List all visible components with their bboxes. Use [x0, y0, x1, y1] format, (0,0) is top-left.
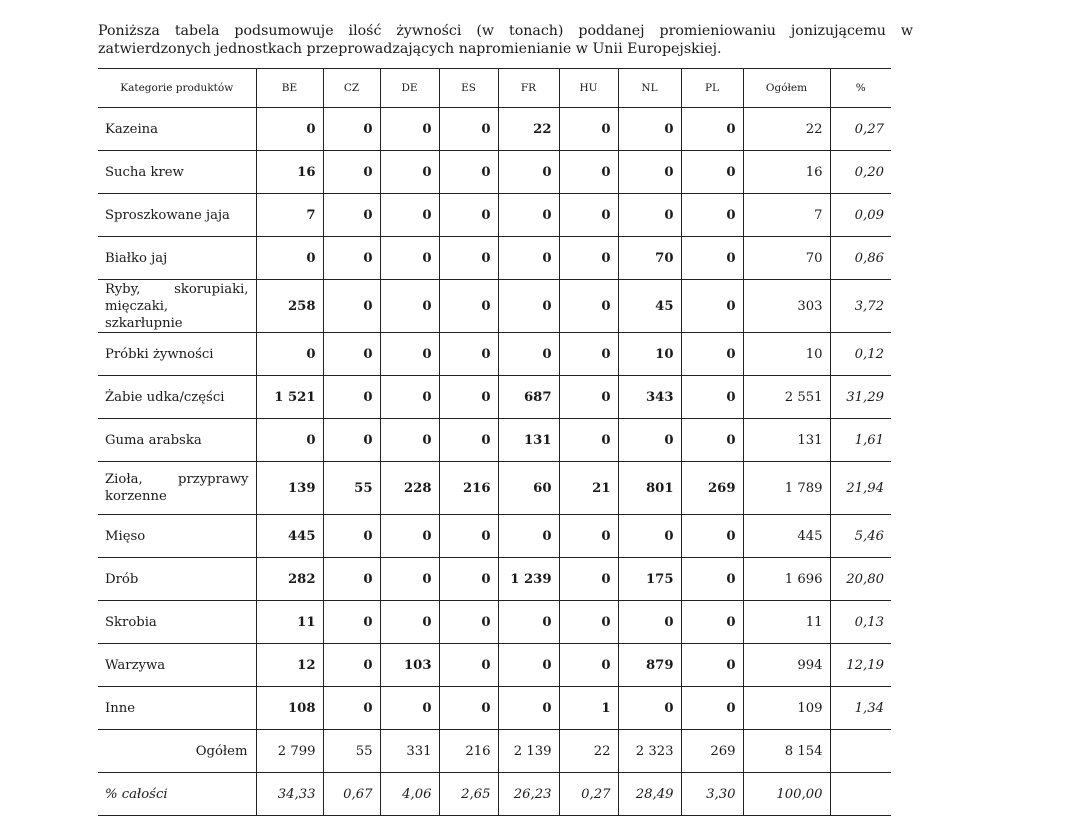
value-cell: 0	[323, 515, 380, 558]
table-row	[98, 333, 891, 376]
value-cell: 0	[498, 237, 559, 280]
value-cell: 0	[380, 558, 439, 601]
value-cell: 103	[380, 644, 439, 687]
category-cell: Sproszkowane jaja	[98, 194, 256, 237]
value-cell: 0	[498, 280, 559, 333]
value-cell: 0	[498, 333, 559, 376]
share-label: % całości	[98, 773, 256, 816]
header-row	[98, 69, 891, 108]
share-value-cell: 0,27	[559, 773, 618, 816]
value-cell: 0	[559, 644, 618, 687]
value-cell: 0	[618, 687, 681, 730]
value-cell: 687	[498, 376, 559, 419]
percent-cell: 0,13	[830, 601, 891, 644]
value-cell: 0	[681, 601, 743, 644]
value-cell: 0	[681, 194, 743, 237]
value-cell: 0	[559, 280, 618, 333]
value-cell: 0	[323, 601, 380, 644]
value-cell: 0	[380, 515, 439, 558]
value-cell: 216	[439, 462, 498, 515]
value-cell: 60	[498, 462, 559, 515]
column-header: Ogółem	[743, 69, 830, 108]
sum-value-cell: 2 323	[618, 730, 681, 773]
sum-value-cell: 269	[681, 730, 743, 773]
sum-row	[98, 730, 891, 773]
table-row	[98, 108, 891, 151]
total-cell: 994	[743, 644, 830, 687]
total-cell: 70	[743, 237, 830, 280]
value-cell: 0	[498, 515, 559, 558]
value-cell: 0	[439, 515, 498, 558]
sum-value-cell: 216	[439, 730, 498, 773]
value-cell: 0	[380, 194, 439, 237]
column-header: DE	[380, 69, 439, 108]
value-cell: 0	[380, 333, 439, 376]
value-cell: 0	[559, 558, 618, 601]
sum-label: Ogółem	[98, 730, 256, 773]
value-cell: 139	[256, 462, 323, 515]
column-header: ES	[439, 69, 498, 108]
column-header: Kategorie produktów	[98, 69, 256, 108]
category-cell: Próbki żywności	[98, 333, 256, 376]
value-cell: 1 239	[498, 558, 559, 601]
value-cell: 0	[323, 419, 380, 462]
value-cell: 0	[323, 194, 380, 237]
value-cell: 131	[498, 419, 559, 462]
value-cell: 0	[256, 108, 323, 151]
sum-value-cell: 2 799	[256, 730, 323, 773]
share-value-cell: 3,30	[681, 773, 743, 816]
value-cell: 258	[256, 280, 323, 333]
table-row	[98, 419, 891, 462]
value-cell: 1 521	[256, 376, 323, 419]
value-cell: 0	[439, 601, 498, 644]
value-cell: 22	[498, 108, 559, 151]
value-cell: 0	[498, 687, 559, 730]
category-cell: Żabie udka/części	[98, 376, 256, 419]
value-cell: 0	[681, 644, 743, 687]
irradiated-food-table	[98, 68, 891, 816]
value-cell: 0	[323, 280, 380, 333]
total-cell: 2 551	[743, 376, 830, 419]
table-row	[98, 515, 891, 558]
value-cell: 0	[380, 280, 439, 333]
column-header: %	[830, 69, 891, 108]
category-cell: Guma arabska	[98, 419, 256, 462]
table-row	[98, 280, 891, 333]
value-cell: 0	[498, 644, 559, 687]
value-cell: 0	[323, 108, 380, 151]
category-cell: Drób	[98, 558, 256, 601]
total-cell: 22	[743, 108, 830, 151]
value-cell: 0	[439, 237, 498, 280]
value-cell: 0	[323, 644, 380, 687]
category-cell: Sucha krew	[98, 151, 256, 194]
table-row	[98, 687, 891, 730]
value-cell: 0	[559, 237, 618, 280]
category-cell: Inne	[98, 687, 256, 730]
column-header: PL	[681, 69, 743, 108]
category-cell: Zioła, przyprawy korzenne	[98, 462, 256, 515]
value-cell: 55	[323, 462, 380, 515]
share-value-cell: 2,65	[439, 773, 498, 816]
total-cell: 10	[743, 333, 830, 376]
value-cell: 0	[256, 333, 323, 376]
value-cell: 0	[439, 151, 498, 194]
value-cell: 0	[380, 601, 439, 644]
value-cell: 0	[256, 237, 323, 280]
total-cell: 445	[743, 515, 830, 558]
share-row	[98, 773, 891, 816]
percent-cell: 5,46	[830, 515, 891, 558]
value-cell: 0	[439, 280, 498, 333]
share-value-cell: 34,33	[256, 773, 323, 816]
value-cell: 0	[559, 515, 618, 558]
value-cell: 0	[323, 333, 380, 376]
value-cell: 879	[618, 644, 681, 687]
percent-cell: 31,29	[830, 376, 891, 419]
value-cell: 0	[681, 333, 743, 376]
total-cell: 131	[743, 419, 830, 462]
value-cell: 0	[681, 515, 743, 558]
value-cell: 282	[256, 558, 323, 601]
value-cell: 0	[681, 108, 743, 151]
value-cell: 0	[380, 151, 439, 194]
total-cell: 1 696	[743, 558, 830, 601]
total-cell: 109	[743, 687, 830, 730]
intro-paragraph: Poniższa tabela podsumowuje ilość żywności (w tonach) poddanej promieniowaniu jonizującemu w zatwierdzonych jednostkach przeprowadzających napromienianie w Unii Europejskiej.	[98, 23, 913, 57]
value-cell: 0	[559, 376, 618, 419]
percent-cell: 21,94	[830, 462, 891, 515]
value-cell: 11	[256, 601, 323, 644]
table-row	[98, 376, 891, 419]
column-header: CZ	[323, 69, 380, 108]
value-cell: 45	[618, 280, 681, 333]
sum-value-cell: 2 139	[498, 730, 559, 773]
share-value-cell: 0,67	[323, 773, 380, 816]
share-value-cell: 4,06	[380, 773, 439, 816]
value-cell: 0	[439, 687, 498, 730]
value-cell: 70	[618, 237, 681, 280]
table-row	[98, 194, 891, 237]
value-cell: 0	[618, 515, 681, 558]
table-row	[98, 558, 891, 601]
value-cell: 0	[323, 237, 380, 280]
value-cell: 0	[323, 558, 380, 601]
category-cell: Ryby, skorupiaki, mięczaki, szkarłupnie	[98, 280, 256, 333]
value-cell: 0	[618, 151, 681, 194]
value-cell: 0	[559, 333, 618, 376]
value-cell: 0	[681, 237, 743, 280]
value-cell: 0	[439, 419, 498, 462]
percent-cell: 0,86	[830, 237, 891, 280]
sum-value-cell: 22	[559, 730, 618, 773]
value-cell: 0	[439, 333, 498, 376]
value-cell: 0	[681, 280, 743, 333]
value-cell: 0	[439, 558, 498, 601]
value-cell: 0	[498, 151, 559, 194]
value-cell: 7	[256, 194, 323, 237]
value-cell: 0	[681, 151, 743, 194]
value-cell: 0	[380, 108, 439, 151]
total-cell: 11	[743, 601, 830, 644]
total-cell: 1 789	[743, 462, 830, 515]
percent-cell: 0,12	[830, 333, 891, 376]
column-header: HU	[559, 69, 618, 108]
category-cell: Mięso	[98, 515, 256, 558]
column-header: FR	[498, 69, 559, 108]
percent-cell: 0,09	[830, 194, 891, 237]
total-cell: 16	[743, 151, 830, 194]
value-cell: 0	[380, 687, 439, 730]
value-cell: 0	[439, 108, 498, 151]
table-row	[98, 644, 891, 687]
value-cell: 12	[256, 644, 323, 687]
value-cell: 0	[498, 194, 559, 237]
value-cell: 1	[559, 687, 618, 730]
value-cell: 0	[681, 687, 743, 730]
category-cell: Kazeina	[98, 108, 256, 151]
value-cell: 228	[380, 462, 439, 515]
value-cell: 801	[618, 462, 681, 515]
value-cell: 445	[256, 515, 323, 558]
value-cell: 0	[618, 419, 681, 462]
value-cell: 0	[323, 376, 380, 419]
value-cell: 0	[559, 108, 618, 151]
percent-cell: 12,19	[830, 644, 891, 687]
value-cell: 0	[323, 151, 380, 194]
table-row	[98, 151, 891, 194]
value-cell: 0	[498, 601, 559, 644]
value-cell: 0	[618, 194, 681, 237]
value-cell: 0	[618, 108, 681, 151]
value-cell: 0	[559, 419, 618, 462]
share-value-cell: 26,23	[498, 773, 559, 816]
percent-cell: 1,34	[830, 687, 891, 730]
sum-value-cell: 331	[380, 730, 439, 773]
value-cell: 0	[439, 194, 498, 237]
empty-cell	[830, 773, 891, 816]
percent-cell: 3,72	[830, 280, 891, 333]
column-header: NL	[618, 69, 681, 108]
category-cell: Białko jaj	[98, 237, 256, 280]
percent-cell: 1,61	[830, 419, 891, 462]
value-cell: 343	[618, 376, 681, 419]
column-header: BE	[256, 69, 323, 108]
category-cell: Warzywa	[98, 644, 256, 687]
value-cell: 0	[559, 601, 618, 644]
share-total-cell: 100,00	[743, 773, 830, 816]
value-cell: 21	[559, 462, 618, 515]
value-cell: 0	[681, 419, 743, 462]
value-cell: 0	[618, 601, 681, 644]
share-value-cell: 28,49	[618, 773, 681, 816]
value-cell: 0	[559, 151, 618, 194]
value-cell: 0	[380, 237, 439, 280]
value-cell: 0	[380, 419, 439, 462]
value-cell: 0	[323, 687, 380, 730]
percent-cell: 0,27	[830, 108, 891, 151]
value-cell: 175	[618, 558, 681, 601]
value-cell: 0	[559, 194, 618, 237]
sum-value-cell: 55	[323, 730, 380, 773]
table-row	[98, 462, 891, 515]
value-cell: 16	[256, 151, 323, 194]
category-cell: Skrobia	[98, 601, 256, 644]
value-cell: 0	[256, 419, 323, 462]
value-cell: 108	[256, 687, 323, 730]
empty-cell	[830, 730, 891, 773]
percent-cell: 20,80	[830, 558, 891, 601]
total-cell: 303	[743, 280, 830, 333]
total-cell: 7	[743, 194, 830, 237]
sum-total-cell: 8 154	[743, 730, 830, 773]
value-cell: 0	[681, 376, 743, 419]
value-cell: 0	[439, 644, 498, 687]
value-cell: 0	[380, 376, 439, 419]
value-cell: 269	[681, 462, 743, 515]
table-row	[98, 237, 891, 280]
value-cell: 0	[439, 376, 498, 419]
percent-cell: 0,20	[830, 151, 891, 194]
table-row	[98, 601, 891, 644]
value-cell: 0	[681, 558, 743, 601]
value-cell: 10	[618, 333, 681, 376]
